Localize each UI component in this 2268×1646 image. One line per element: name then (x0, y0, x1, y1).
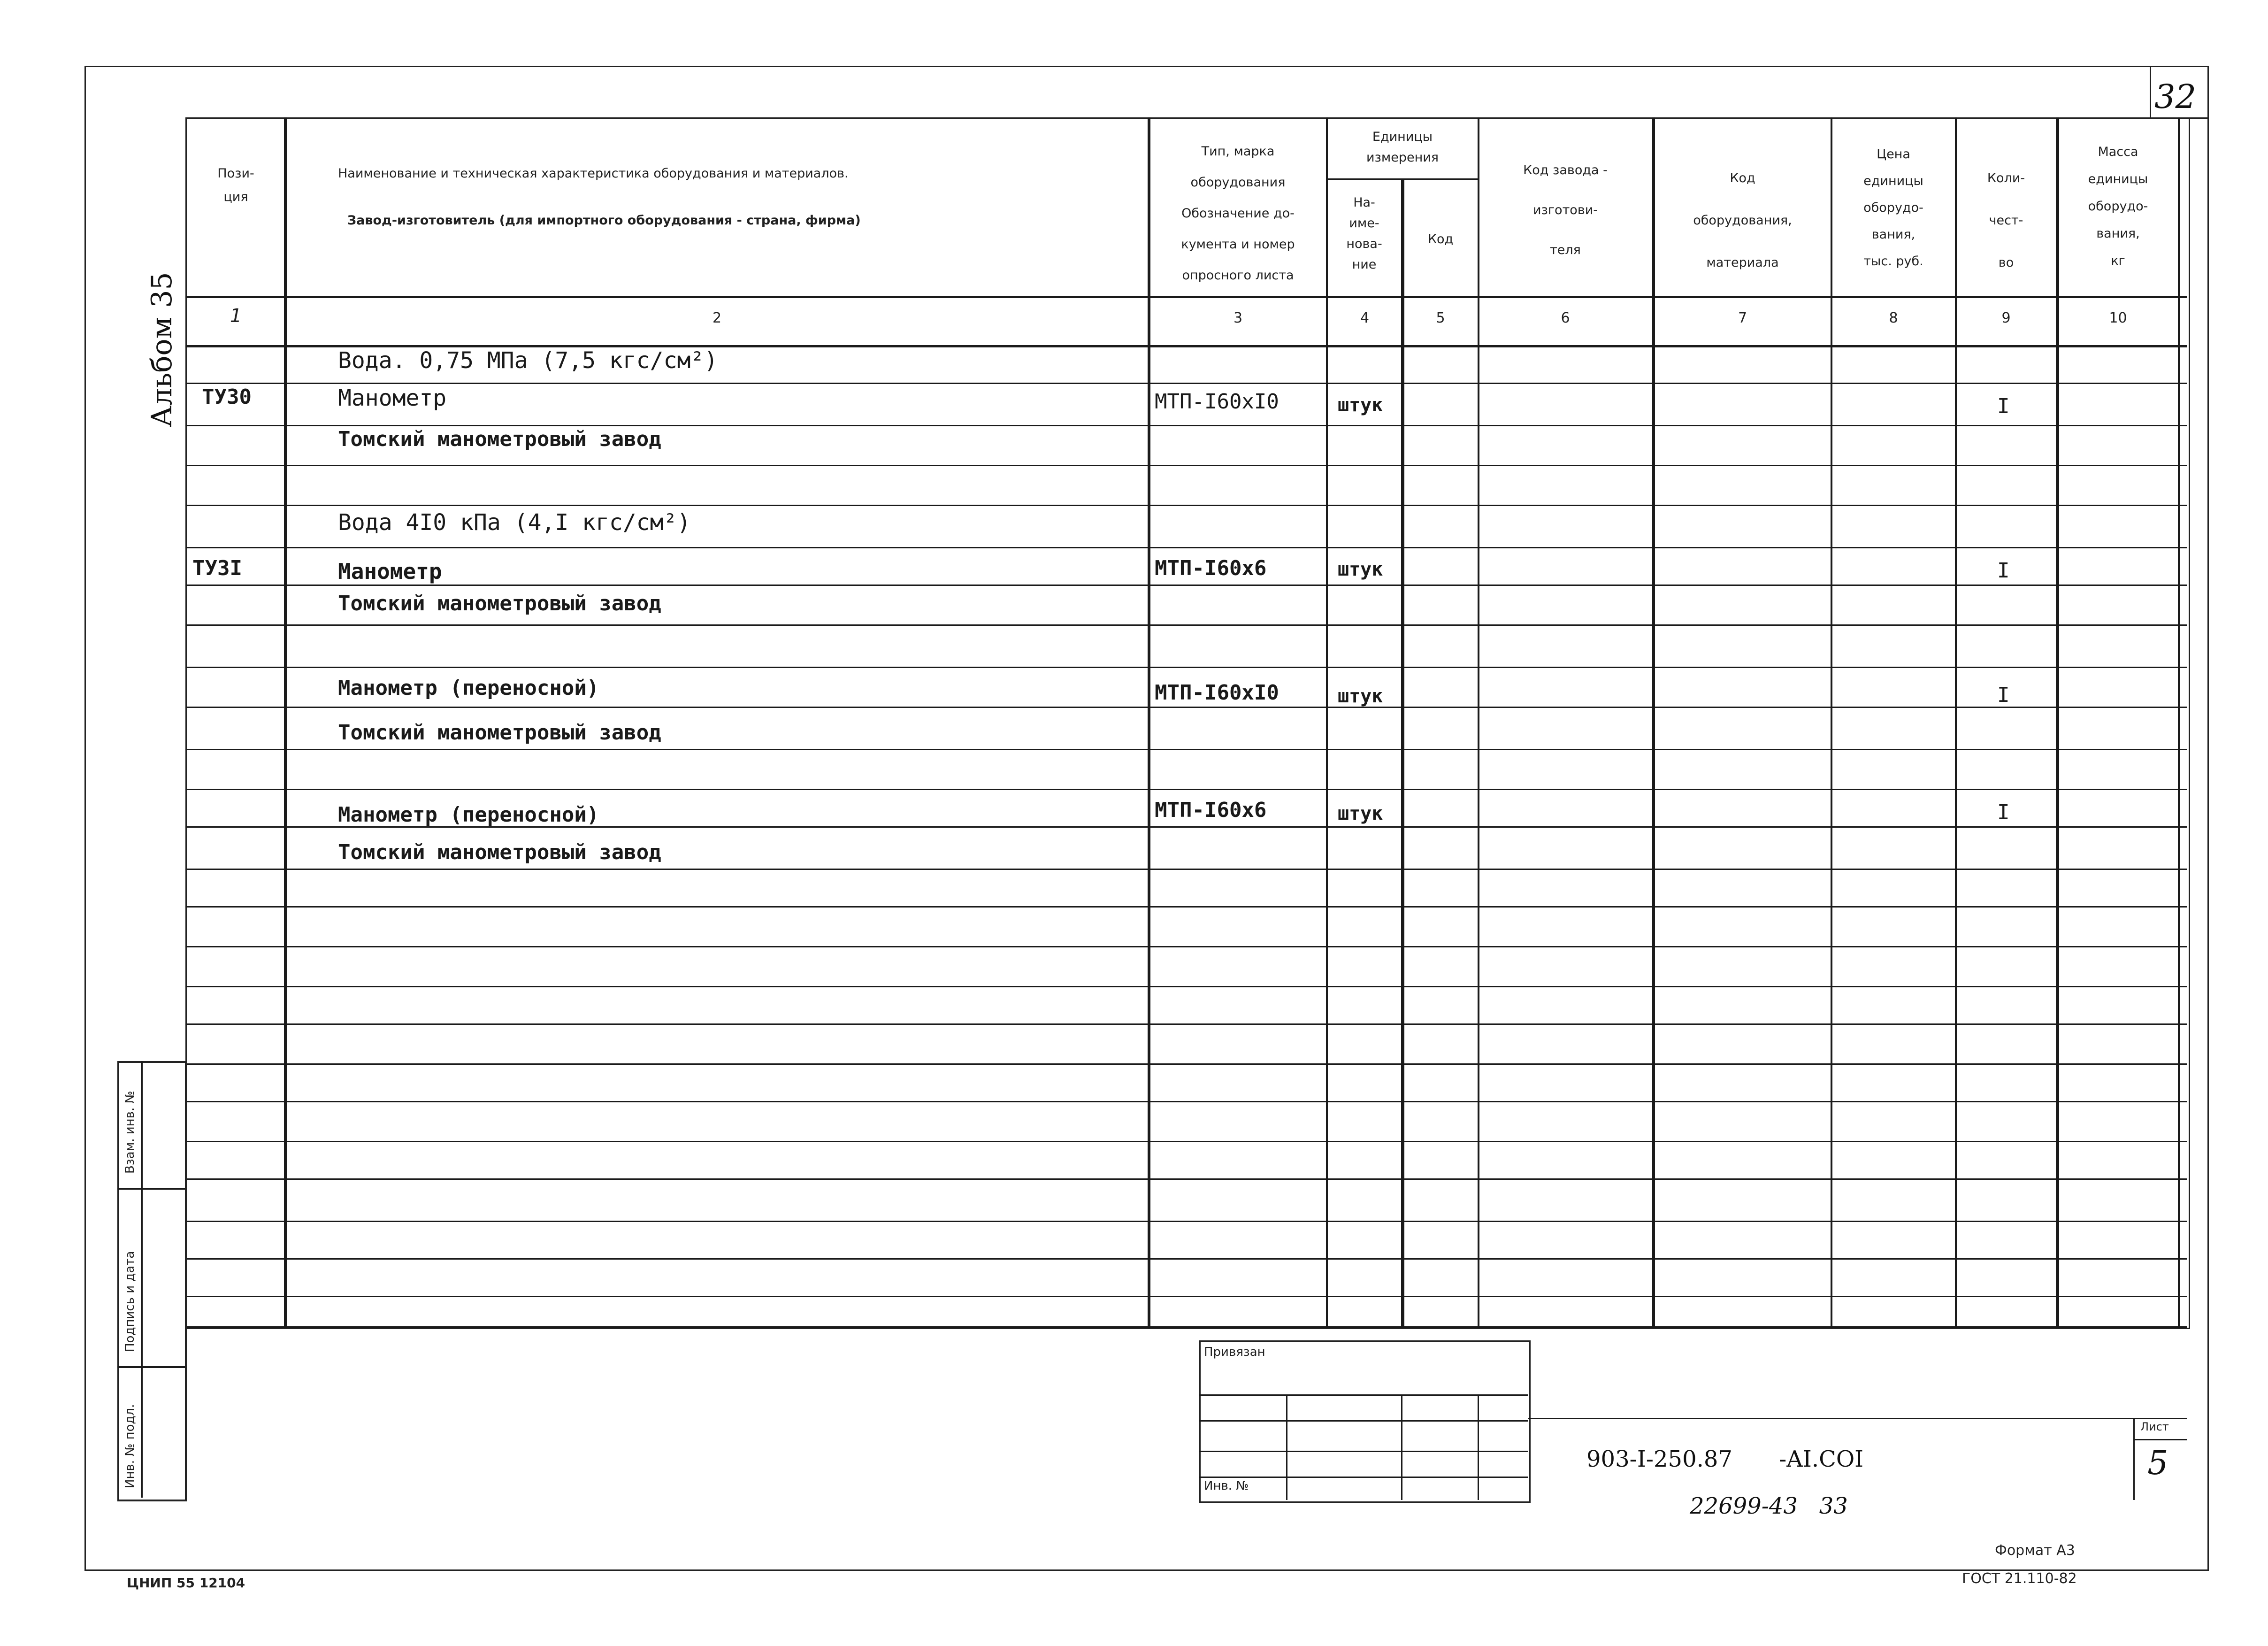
row-name: Вода. 0,75 МПа (7,5 кгс/см²) (338, 347, 718, 374)
row-line (185, 585, 2187, 586)
row-line (185, 749, 2187, 750)
format-label: Формат А3 (1995, 1542, 2075, 1559)
col-line-3 (1326, 117, 1328, 1326)
row-line (185, 383, 2187, 384)
table-row-unit: штук (1338, 685, 1383, 707)
colnum-4: 4 (1360, 310, 1370, 326)
col-line-4 (1401, 178, 1404, 1326)
table-row-name: Томский манометровый завод (338, 592, 661, 615)
designation-suffix: -AI.COI (1779, 1446, 1864, 1472)
side-stamp-hline-2 (117, 1366, 185, 1368)
header-col7: Код оборудования, материала (1693, 171, 1792, 270)
row-line (185, 1221, 2187, 1222)
table-row-unit: штук (1338, 559, 1383, 580)
row-line (185, 986, 2187, 987)
row-line (185, 624, 2187, 626)
gost-label: ГОСТ 21.110-82 (1962, 1570, 2077, 1587)
colnum-5: 5 (1436, 310, 1445, 326)
row-line (185, 547, 2187, 548)
row-line (185, 1063, 2187, 1065)
row-line (185, 425, 2187, 426)
stamp-designation-line (1528, 1418, 2187, 1419)
table-row-name: Вода 4I0 кПа (4,I кгс/см²) (338, 509, 691, 536)
row-line (185, 667, 2187, 668)
header-col2-line1: Наименование и техническая характеристика оборудования и материалов. (338, 166, 849, 181)
row-line (185, 869, 2187, 870)
table-row-unit: штук (1338, 803, 1383, 824)
col-line-1 (284, 117, 287, 1326)
table-row-qty: I (1997, 683, 2010, 707)
page-number: 32 (2154, 77, 2197, 116)
col-line-6 (1652, 117, 1655, 1326)
privyazan-vline-3 (1478, 1394, 1479, 1500)
table-row-name: Томский манометровый завод (338, 427, 661, 451)
table-row-unit: штук (1338, 394, 1383, 416)
row-line (185, 1023, 2187, 1025)
row-line (185, 505, 2187, 506)
colnum-7: 7 (1738, 310, 1747, 326)
colnum-9: 9 (2001, 310, 2011, 326)
row-line (185, 789, 2187, 790)
stamp-top-line (185, 1326, 2187, 1328)
header-units-group: Единицы измерения (1366, 130, 1439, 165)
table-row-pos: ТУЗ0 (202, 385, 252, 409)
table-row-type: МТП-I60х6 (1155, 556, 1267, 580)
table-row-name: Манометр (338, 559, 442, 584)
col-line-9 (2056, 117, 2059, 1326)
row-line (185, 465, 2187, 466)
header-col4: На- име- нова- ние (1346, 195, 1382, 272)
header-col9: Коли- чест- во (1987, 171, 2025, 270)
side-stamp-vzam: Взам. инв. № (123, 1091, 137, 1174)
handwritten-code: 22699-43 33 (1690, 1493, 1848, 1519)
col-line-8 (1955, 117, 1957, 1326)
table-row-name: Манометр (переносной) (338, 676, 599, 700)
header-col10: Масса единицы оборудо- вания, кг (2088, 145, 2148, 268)
row-line (185, 707, 2187, 708)
header-col3: Тип, марка оборудования Обозначение до- кумента и номер опросного листа (1181, 144, 1295, 283)
cnip-label: ЦНИП 55 12104 (127, 1575, 245, 1591)
table-row-pos: ТУЗI (192, 556, 242, 580)
side-stamp-hline-1 (117, 1188, 185, 1190)
colnum-1: 1 (230, 305, 242, 327)
row-line (185, 906, 2187, 908)
row-line (185, 1296, 2187, 1297)
sheet-label: Лист (2140, 1420, 2169, 1433)
privyazan-vline-1 (1286, 1394, 1287, 1500)
table-row-name: Манометр (переносной) (338, 803, 599, 827)
table-row-type: МТП-I60хI0 (1155, 681, 1279, 705)
table-row-name: Томский манометровый завод (338, 840, 661, 864)
album-label: Альбом 35 (146, 272, 178, 427)
header-col2-line2: Завод-изготовитель (для импортного оборудования - страна, фирма) (347, 213, 861, 228)
privyazan-vline-2 (1401, 1394, 1402, 1500)
table-row-name: Манометр (338, 385, 447, 411)
colnum-2: 2 (712, 310, 722, 326)
privyazan-box (1199, 1340, 1531, 1503)
table-row (338, 347, 718, 374)
header-col8: Цена единицы оборудо- вания, тыс. руб. (1863, 147, 1923, 269)
sheet-number: 5 (2147, 1444, 2168, 1482)
table-row-qty: I (1997, 800, 2010, 824)
colnum-6: 6 (1561, 310, 1570, 326)
table-row-name: Томский манометровый завод (338, 721, 661, 745)
col-line-10 (2178, 117, 2180, 1326)
header-bottom-line (185, 296, 2187, 298)
row-line (185, 946, 2187, 947)
row-line (185, 1141, 2187, 1142)
colnum-3: 3 (1233, 310, 1243, 326)
col-line-7 (1831, 117, 1832, 1326)
table-row-qty: I (1997, 394, 2010, 418)
side-stamp-vline (141, 1061, 143, 1498)
sheet-box-line (2133, 1418, 2135, 1500)
header-col5: Код (1427, 232, 1454, 246)
row-line (185, 1101, 2187, 1102)
header-col1: Пози- ция (217, 166, 254, 204)
sheet-box-sep (2133, 1439, 2187, 1440)
row-line (185, 1258, 2187, 1260)
row-line (185, 1178, 2187, 1180)
side-stamp-podpis: Подпись и дата (123, 1251, 137, 1352)
inv-label: Инв. № (1204, 1479, 1249, 1493)
side-stamp-inv: Инв. № подл. (123, 1404, 137, 1488)
col-line-5 (1478, 117, 1479, 1326)
col-line-2 (1148, 117, 1150, 1326)
designation: 903-I-250.87 (1586, 1446, 1732, 1472)
privyazan-label: Привязан (1204, 1345, 1265, 1359)
table-row-qty: I (1997, 559, 2010, 583)
colnum-10: 10 (2109, 310, 2127, 326)
colnum-8: 8 (1889, 310, 1898, 326)
units-subheader-line (1326, 178, 1478, 180)
table-row-type: МТП-I60х6 (1155, 798, 1267, 822)
header-col6: Код завода - изготови- теля (1523, 163, 1608, 257)
table-row-type: МТП-I60хI0 (1155, 390, 1279, 414)
